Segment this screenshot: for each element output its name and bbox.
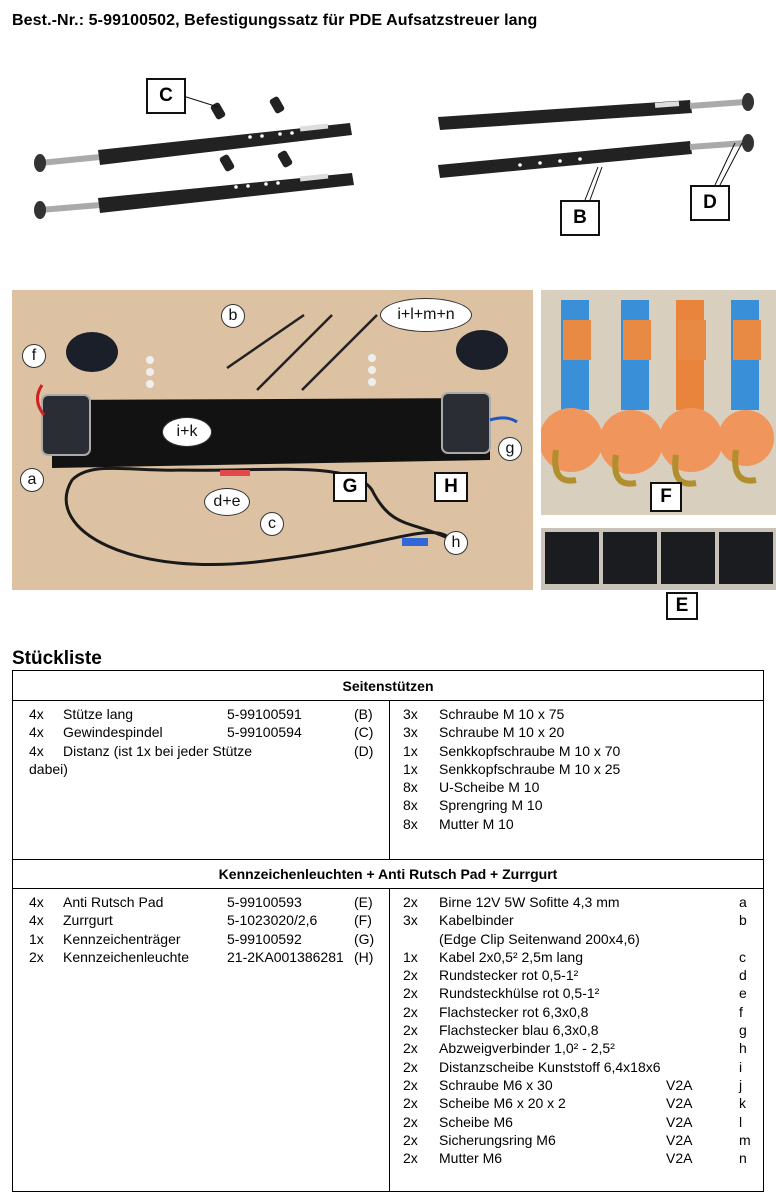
part-row xyxy=(389,911,763,929)
part-qty: 4x xyxy=(29,706,44,722)
part-letter: n xyxy=(739,1150,747,1167)
part-material: V2A xyxy=(666,1113,693,1130)
part-name: Zurrgurt xyxy=(63,912,113,929)
part-qty: 2x xyxy=(403,1150,418,1167)
part-name: (Edge Clip Seitenwand 200x4,6) xyxy=(439,930,640,947)
part-row xyxy=(389,1076,763,1094)
part-ref: (H) xyxy=(354,948,374,965)
part-row xyxy=(13,930,389,948)
part-row xyxy=(389,760,763,778)
part-number: 5-99100591 xyxy=(227,706,302,722)
part-name: Flachstecker rot 6,3x0,8 xyxy=(439,1003,589,1020)
section1-right-list xyxy=(389,705,763,833)
part-letter: h xyxy=(739,1040,747,1057)
part-row xyxy=(13,723,389,741)
parts-list-table xyxy=(12,670,764,1192)
part-ref: (G) xyxy=(354,930,375,947)
part-ref: (F) xyxy=(354,912,372,929)
part-row xyxy=(389,705,763,723)
cable xyxy=(66,468,452,564)
part-row xyxy=(13,948,389,966)
part-name: Sicherungsring M6 xyxy=(439,1131,556,1148)
part-qty: 3x xyxy=(403,706,418,722)
part-row xyxy=(389,984,763,1002)
part-row xyxy=(389,723,763,741)
part-letter: d xyxy=(739,967,747,984)
part-name: Flachstecker blau 6,3x0,8 xyxy=(439,1022,599,1039)
part-qty: 8x xyxy=(403,797,418,814)
part-name: Abzweigverbinder 1,0² - 2,5² xyxy=(439,1040,615,1057)
label-G: G xyxy=(333,472,367,502)
part-material: V2A xyxy=(666,1076,693,1093)
part-row xyxy=(389,1003,763,1021)
part-material: V2A xyxy=(666,1150,693,1167)
part-row xyxy=(389,1021,763,1039)
part-qty: 4x xyxy=(29,742,44,759)
part-row xyxy=(13,705,389,723)
part-letter: m xyxy=(739,1131,751,1148)
part-row xyxy=(389,930,763,948)
section1-left-list xyxy=(13,705,389,778)
label-h: h xyxy=(444,531,468,555)
part-qty: 1x xyxy=(403,948,418,965)
part-qty: 3x xyxy=(403,912,418,929)
part-qty: 2x xyxy=(403,1003,418,1020)
label-g: g xyxy=(498,437,522,461)
document-title: Best.-Nr.: 5-99100502, Befestigungssatz für PDE Aufsatzstreuer lang xyxy=(12,12,538,29)
part-name: Sprengring M 10 xyxy=(439,797,543,814)
part-row xyxy=(13,742,389,760)
part-row xyxy=(389,1149,763,1167)
part-row xyxy=(389,1131,763,1149)
part-row xyxy=(389,1094,763,1112)
part-name: Birne 12V 5W Sofitte 4,3 mm xyxy=(439,894,620,910)
part-qty: 2x xyxy=(403,1076,418,1093)
section2-left-list xyxy=(13,893,389,966)
plate-holder-board xyxy=(52,398,490,468)
part-name: Anti Rutsch Pad xyxy=(63,894,164,910)
part-number: 5-99100594 xyxy=(227,724,302,741)
part-row xyxy=(13,911,389,929)
part-name: Kabel 2x0,5² 2,5m lang xyxy=(439,948,583,965)
label-d-e: d+e xyxy=(204,488,250,516)
part-name: Mutter M 10 xyxy=(439,815,514,832)
part-letter: j xyxy=(739,1076,743,1093)
part-row xyxy=(389,1039,763,1057)
part-qty: 8x xyxy=(403,815,418,832)
lamp-right xyxy=(456,330,508,370)
part-row xyxy=(389,893,763,911)
part-name: Kabelbinder xyxy=(439,912,514,929)
part-qty: 3x xyxy=(403,724,418,741)
anti-slip-pads-drawing xyxy=(541,528,776,590)
part-qty: 2x xyxy=(403,967,418,984)
part-row xyxy=(389,1113,763,1131)
support-bar-left-upper xyxy=(34,123,352,172)
part-row xyxy=(389,948,763,966)
label-H: H xyxy=(434,472,468,502)
part-name: Senkkopfschraube M 10 x 25 xyxy=(439,760,621,777)
part-name: Distanzscheibe Kunststoff 6,4x18x6 xyxy=(439,1058,661,1075)
part-number: 5-1023020/2,6 xyxy=(227,912,318,929)
part-letter: k xyxy=(739,1095,746,1112)
part-name: Distanz (ist 1x bei jeder Stütze xyxy=(63,742,253,759)
part-qty: 4x xyxy=(29,894,44,910)
part-name: U-Scheibe M 10 xyxy=(439,779,540,796)
part-name: Rundstecker rot 0,5-1² xyxy=(439,967,579,984)
part-name: Schraube M 10 x 75 xyxy=(439,706,565,722)
part-qty: 1x xyxy=(29,930,44,947)
part-qty: 4x xyxy=(29,912,44,929)
part-name: Schraube M 10 x 20 xyxy=(439,724,565,741)
callout-d: D xyxy=(690,185,730,221)
label-i-l-m-n: i+l+m+n xyxy=(380,298,472,332)
support-bars-drawing xyxy=(0,55,776,245)
part-qty: 2x xyxy=(403,985,418,1002)
part-qty: 1x xyxy=(403,742,418,759)
support-bar-left-lower xyxy=(34,173,354,219)
section-header-side-supports: Seitenstützen xyxy=(13,671,763,701)
ratchet-straps-photo xyxy=(541,290,776,515)
label-c: c xyxy=(260,512,284,536)
part-ref: (C) xyxy=(354,724,374,741)
part-letter: a xyxy=(739,894,747,910)
part-row xyxy=(389,966,763,984)
part-name: Stütze lang xyxy=(63,706,134,722)
part-name: Kennzeichenträger xyxy=(63,930,181,947)
part-name: Senkkopfschraube M 10 x 70 xyxy=(439,742,621,759)
part-ref: (B) xyxy=(354,706,373,722)
part-name: Kennzeichenleuchte xyxy=(63,948,190,965)
part-row xyxy=(389,1058,763,1076)
callout-b: B xyxy=(560,200,600,236)
support-bars-illustration xyxy=(0,55,776,245)
part-qty: 2x xyxy=(403,1040,418,1057)
part-row xyxy=(13,893,389,911)
parts-list-heading: Stückliste xyxy=(12,648,102,669)
part-ref: (D) xyxy=(354,742,374,759)
part-qty: 2x xyxy=(403,1113,418,1130)
part-letter: c xyxy=(739,948,746,965)
part-name: Schraube M6 x 30 xyxy=(439,1076,553,1093)
part-material: V2A xyxy=(666,1095,693,1112)
license-plate-holder-photo xyxy=(12,290,533,590)
section-header-lights-pads-straps: Kennzeichenleuchten + Anti Rutsch Pad + Zurrgurt xyxy=(13,859,763,889)
label-a: a xyxy=(20,468,44,492)
part-qty: 2x xyxy=(29,948,44,965)
lamp-left xyxy=(66,332,118,372)
label-f: f xyxy=(22,344,46,368)
part-name: Mutter M6 xyxy=(439,1150,503,1167)
section2-right-list xyxy=(389,893,763,1167)
part-letter: l xyxy=(739,1113,743,1130)
part-name: Rundsteckhülse rot 0,5-1² xyxy=(439,985,600,1002)
part-name: Gewindespindel xyxy=(63,724,163,741)
part-row xyxy=(389,778,763,796)
part-letter: b xyxy=(739,912,747,929)
part-qty: 1x xyxy=(403,760,418,777)
support-bar-right-upper xyxy=(438,93,754,130)
label-b: b xyxy=(221,304,245,328)
part-name: Scheibe M6 xyxy=(439,1113,513,1130)
label-i-k: i+k xyxy=(162,417,212,447)
callout-c: C xyxy=(146,78,186,114)
part-letter: e xyxy=(739,985,747,1002)
part-note-continued: dabei) xyxy=(29,760,68,777)
part-number: 21-2KA001386281 xyxy=(227,948,344,965)
part-ref: (E) xyxy=(354,894,373,910)
part-number: 5-99100593 xyxy=(227,894,302,910)
part-qty: 2x xyxy=(403,1058,418,1075)
part-qty: 2x xyxy=(403,1131,418,1148)
part-qty: 2x xyxy=(403,894,418,910)
part-material: V2A xyxy=(666,1131,693,1148)
part-letter: i xyxy=(739,1058,743,1075)
part-letter: g xyxy=(739,1022,747,1039)
part-number: 5-99100592 xyxy=(227,930,302,947)
part-qty: 2x xyxy=(403,1022,418,1039)
part-qty: 4x xyxy=(29,724,44,741)
part-row xyxy=(389,815,763,833)
part-letter: f xyxy=(739,1003,743,1020)
part-row xyxy=(389,742,763,760)
label-F: F xyxy=(650,482,682,512)
part-name: Scheibe M6 x 20 x 2 xyxy=(439,1095,566,1112)
label-E-outside: E xyxy=(666,592,698,620)
part-qty: 8x xyxy=(403,779,418,796)
anti-slip-pads-photo xyxy=(541,528,776,590)
part-row xyxy=(389,796,763,814)
part-qty: 2x xyxy=(403,1095,418,1112)
